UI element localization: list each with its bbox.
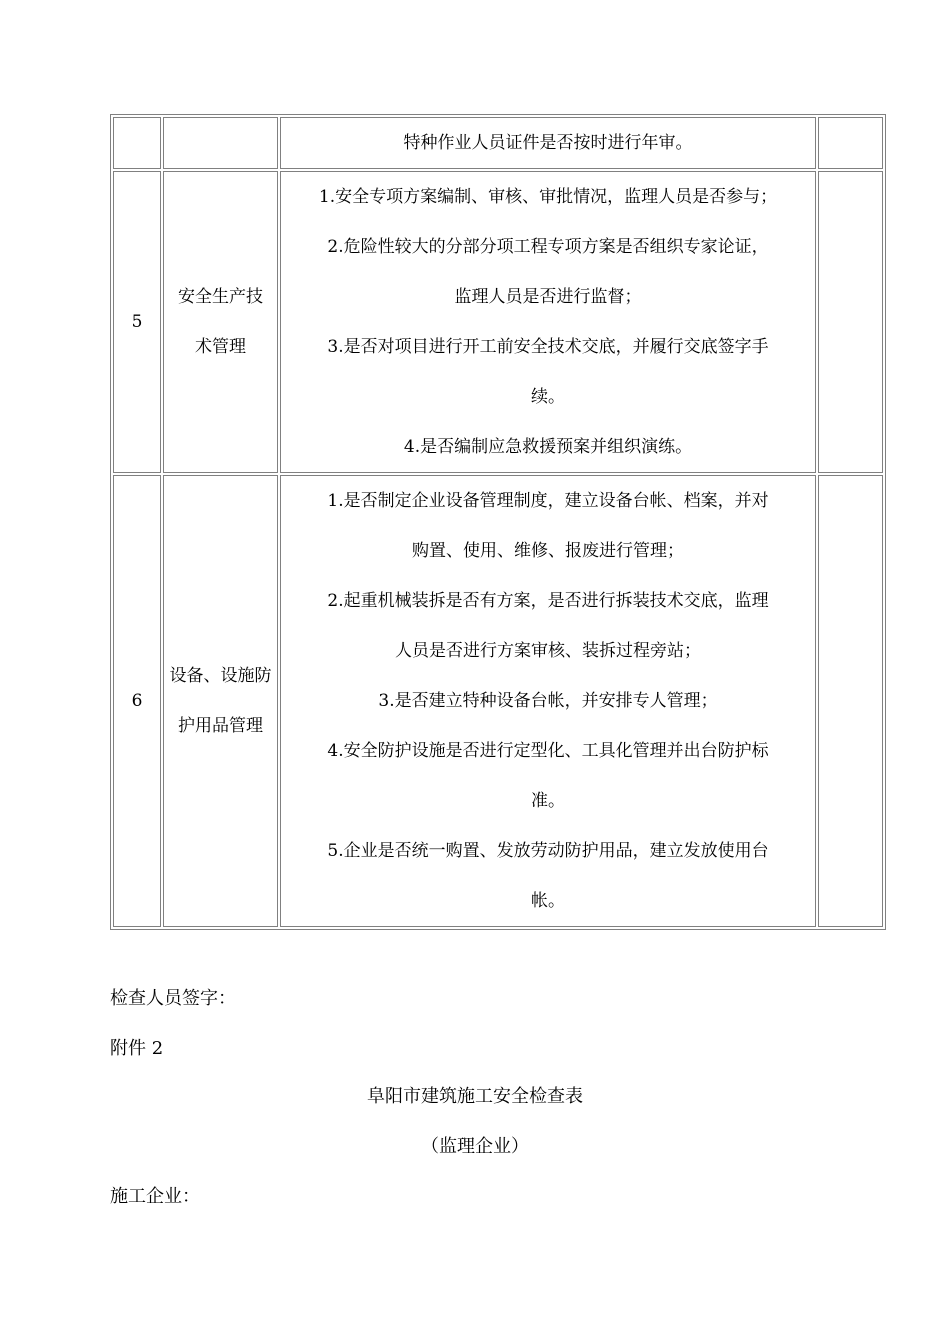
row-result: [818, 475, 883, 927]
check-item: 帐。: [531, 891, 565, 911]
category-line: 设备、设施防: [169, 666, 272, 686]
row-number: 6: [113, 475, 161, 927]
check-item: 1.安全专项方案编制、审核、审批情况，监理人员是否参与；: [318, 187, 778, 207]
table-row: [113, 117, 883, 169]
check-item: 监理人员是否进行监督；: [454, 287, 642, 307]
check-item: 购置、使用、维修、报废进行管理；: [412, 541, 684, 561]
check-item: 3.是否建立特种设备台帐，并安排专人管理；: [378, 691, 718, 711]
check-item: 人员是否进行方案审核、装拆过程旁站；: [395, 641, 701, 661]
form-title: 阜阳市建筑施工安全检查表: [367, 1086, 583, 1107]
category-line: 术管理: [195, 337, 246, 357]
check-item: 4.是否编制应急救援预案并组织演练。: [403, 437, 693, 457]
category-line: 护用品管理: [178, 716, 263, 736]
row-items: [280, 475, 816, 927]
row-category: [163, 117, 278, 169]
check-item: 4.安全防护设施是否进行定型化、工具化管理并出台防护标: [327, 741, 769, 761]
table-row: [113, 171, 883, 473]
check-item: 3.是否对项目进行开工前安全技术交底，并履行交底签字手: [327, 337, 769, 357]
check-item: 2.危险性较大的分部分项工程专项方案是否组织专家论证，: [327, 237, 769, 257]
form-subtitle: （监理企业）: [421, 1136, 529, 1157]
row-items: [280, 117, 816, 169]
check-item: 1.是否制定企业设备管理制度，建立设备台帐、档案，并对: [327, 491, 769, 511]
inspector-signature-label: 检查人员签字：: [110, 988, 236, 1009]
row-category: [163, 171, 278, 473]
row-result: [818, 171, 883, 473]
inspection-table: [110, 114, 886, 930]
row-number: [113, 117, 161, 169]
table-row: [113, 475, 883, 927]
check-item: 5.企业是否统一购置、发放劳动防护用品，建立发放使用台: [327, 841, 769, 861]
check-item: 准。: [531, 791, 565, 811]
category-line: 安全生产技: [178, 287, 263, 307]
row-items: [280, 171, 816, 473]
row-result: [818, 117, 883, 169]
check-item: 续。: [531, 387, 565, 407]
row-number: 5: [113, 171, 161, 473]
check-item: 2.起重机械装拆是否有方案，是否进行拆装技术交底，监理: [327, 591, 769, 611]
attachment-label: 附件 2: [110, 1038, 164, 1059]
check-item: 特种作业人员证件是否按时进行年审。: [403, 133, 693, 153]
row-category: [163, 475, 278, 927]
construction-company-label: 施工企业：: [110, 1186, 200, 1207]
